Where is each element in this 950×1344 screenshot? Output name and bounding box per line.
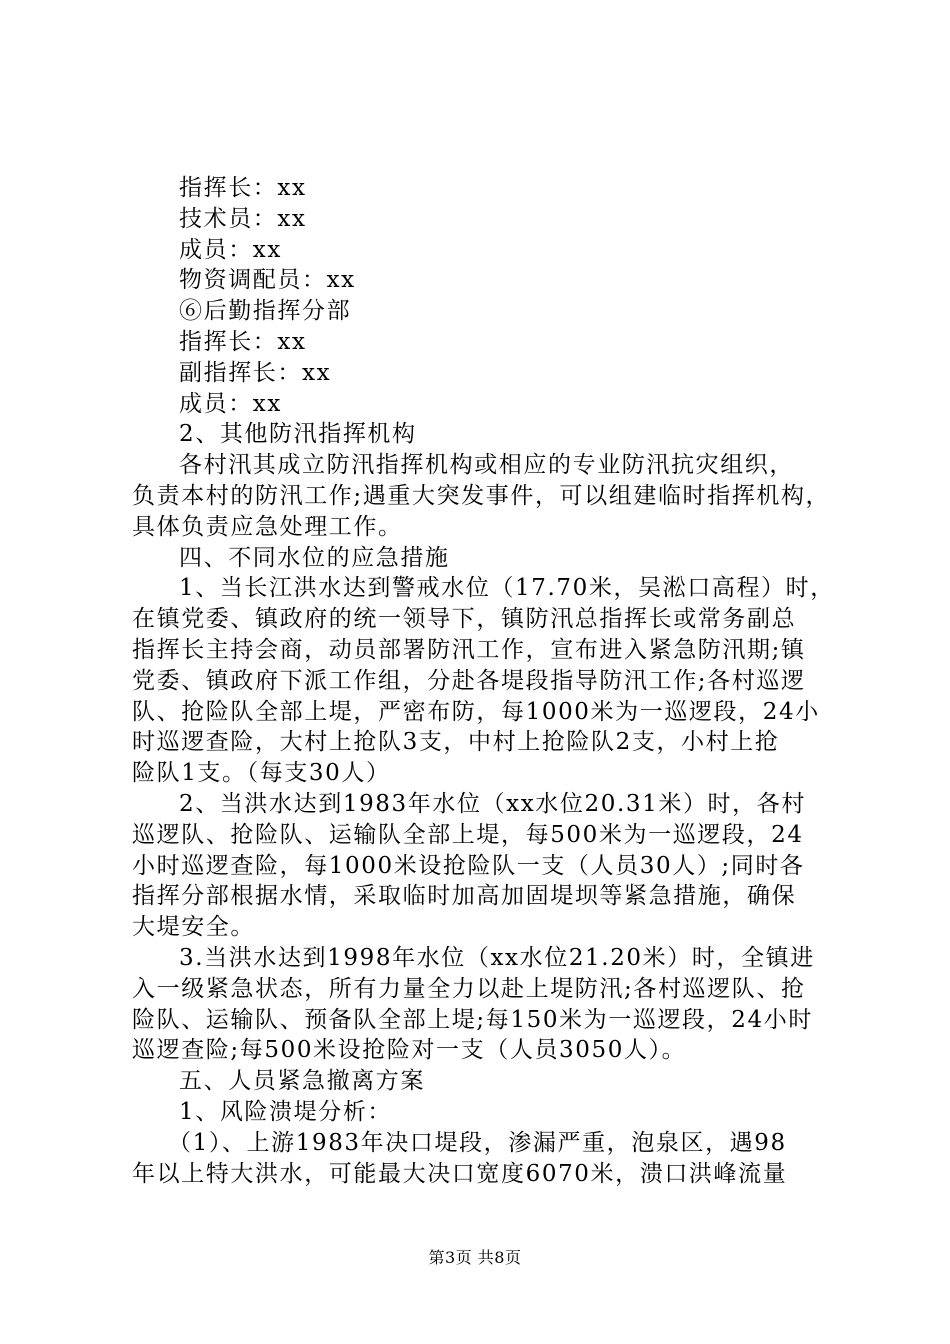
text-line: 指挥长：xx (179, 175, 307, 201)
text-line: 2、当洪水达到1983年水位（xx水位20.31米）时，各村 (179, 790, 806, 817)
text-line: 巡逻查险;每500米设抢险对一支（人员3050人）。 (132, 1037, 687, 1064)
text-line: 副指挥长：xx (179, 359, 332, 386)
text-line: 指挥分部根据水情，采取临时加高加固堤坝等紧急措施，确保 (132, 883, 797, 910)
text-line: 险队1支。（每支30人） (132, 760, 391, 787)
text-line: 技术员：xx (179, 205, 307, 232)
text-line: 入一级紧急状态，所有力量全力以赴上堤防汛;各村巡逻队、抢 (132, 975, 806, 1002)
text-line: 成员：xx (179, 390, 282, 417)
text-line: 各村汛其成立防汛指挥机构或相应的专业防汛抗灾组织， (179, 452, 794, 479)
text-line: 成员：xx (179, 236, 282, 263)
text-line: 党委、镇政府下派工作组，分赴各堤段指导防汛工作;各村巡逻 (132, 667, 806, 694)
text-line: 2、其他防汛指挥机构 (179, 421, 417, 448)
text-line: 巡逻队、抢险队、运输队全部上堤，每500米为一巡逻段，24 (132, 821, 804, 848)
text-line: 指挥长：xx (179, 328, 307, 355)
text-line: 1、当长江洪水达到警戒水位（17.70米，吴淞口高程）时， (179, 575, 835, 602)
text-line: ⑥后勤指挥分部 (179, 298, 352, 325)
page-footer: 第3页 共8页 (428, 1248, 522, 1267)
text-line: 3.当洪水达到1998年水位（xx水位21.20米）时，全镇进 (179, 944, 815, 971)
body-text (132, 173, 835, 1189)
text-line: 时巡逻查险，大村上抢队3支，中村上抢险队2支，小村上抢 (132, 729, 780, 756)
text-line: 具体负责应急处理工作。 (132, 513, 403, 540)
text-line: 四、不同水位的应急措施 (179, 544, 450, 571)
text-line: （1）、上游1983年决口堤段，渗漏严重，泡泉区，遇98 (168, 1129, 787, 1156)
text-line: 负责本村的防汛工作;遇重大突发事件，可以组建临时指挥机构， (132, 482, 831, 509)
text-line: 物资调配员：xx (179, 267, 356, 294)
text-line: 大堤安全。 (132, 914, 255, 941)
text-line: 小时巡逻查险，每1000米设抢险队一支（人员30人）;同时各 (132, 852, 805, 879)
text-line: 队、抢险队全部上堤，严密布防，每1000米为一巡逻段，24小 (132, 698, 820, 725)
text-line: 五、人员紧急撤离方案 (179, 1068, 425, 1095)
text-line: 指挥长主持会商，动员部署防汛工作，宣布进入紧急防汛期;镇 (132, 636, 806, 663)
text-line: 年以上特大洪水，可能最大决口宽度6070米，溃口洪峰流量 (132, 1160, 788, 1187)
text-line: 1、风险溃堤分析： (179, 1098, 393, 1125)
text-line: 险队、运输队、预备队全部上堤;每150米为一巡逻段，24小时 (132, 1006, 813, 1033)
text-line: 在镇党委、镇政府的统一领导下，镇防汛总指挥长或常务副总 (132, 606, 797, 633)
